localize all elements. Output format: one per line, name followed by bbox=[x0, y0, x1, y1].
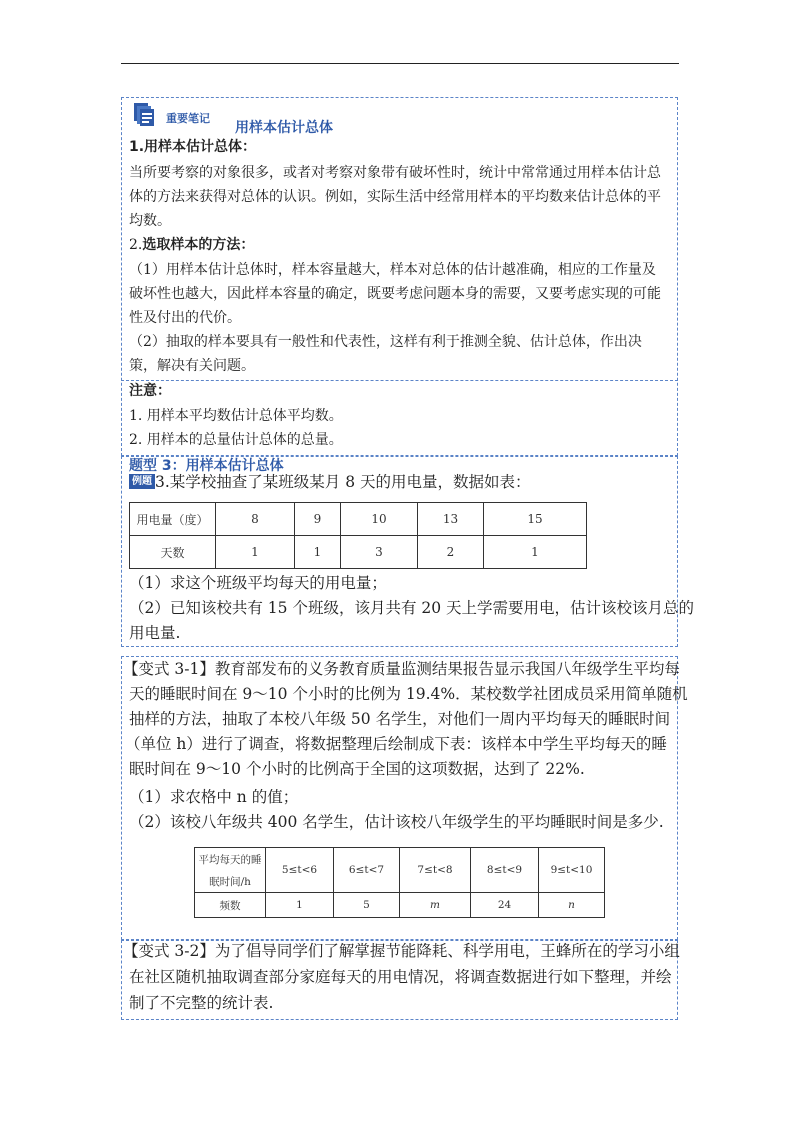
table-cell: 15 bbox=[484, 503, 587, 536]
table-cell: 频数 bbox=[195, 893, 266, 918]
table-cell: 天数 bbox=[130, 536, 216, 569]
variant1-line: 抽样的方法，抽取了本校八年级 50 名学生，对他们一周内平均每天的睡眠时间 bbox=[129, 710, 671, 728]
variant1-line: （单位 h）进行了调查，将数据整理后绘制成下表：该样本中学生平均每天的睡 bbox=[125, 735, 667, 753]
example-tag: 例题 bbox=[129, 474, 155, 489]
paragraph-line: 策，解决有关问题。 bbox=[129, 358, 255, 374]
table-cell: 9 bbox=[295, 503, 341, 536]
table-row bbox=[130, 503, 587, 536]
paragraph-line: （1）用样本估计总体时，样本容量越大，样本对总体的估计越准确，相应的工作量及 bbox=[129, 262, 656, 278]
electricity-table bbox=[129, 502, 587, 569]
table-cell: 平均每天的睡 眠时间/h bbox=[195, 848, 266, 893]
variant2-line: 制了不完整的统计表. bbox=[129, 994, 274, 1012]
table-cell: n bbox=[539, 893, 605, 918]
header-rule bbox=[121, 63, 679, 64]
paragraph-line: 均数。 bbox=[129, 213, 171, 229]
sleep-time-table bbox=[194, 847, 605, 918]
table-cell: 8 bbox=[216, 503, 295, 536]
table-cell: 3 bbox=[341, 536, 418, 569]
table-cell: 1 bbox=[295, 536, 341, 569]
question-line: （1）求农格中 n 的值； bbox=[129, 788, 299, 806]
table-cell: 5 bbox=[334, 893, 400, 918]
table-cell: 6≤t<7 bbox=[334, 848, 400, 893]
table-row bbox=[195, 893, 605, 918]
notes-divider bbox=[121, 380, 678, 381]
question-line: 用电量. bbox=[129, 624, 181, 642]
table-cell: 2 bbox=[418, 536, 484, 569]
variant1-line: 天的睡眠时间在 9～10 个小时的比例为 19.4%．某校数学社团成员采用简单随机 bbox=[129, 685, 688, 703]
question-line: （2）该校八年级共 400 名学生，估计该校八年级学生的平均睡眠时间是多少. bbox=[129, 813, 664, 831]
table-cell: 7≤t<8 bbox=[400, 848, 471, 893]
notice-item: 1. 用样本平均数估计总体平均数。 bbox=[129, 408, 343, 424]
question-type-title: 题型 3：用样本估计总体 bbox=[129, 458, 284, 474]
example-intro: 3.某学校抽查了某班级某月 8 天的用电量，数据如表： bbox=[155, 473, 531, 491]
table-row bbox=[195, 848, 605, 893]
table-cell: 9≤t<10 bbox=[539, 848, 605, 893]
notice-item: 2. 用样本的总量估计总体的总量。 bbox=[129, 432, 343, 448]
notes-logo-label: 重要笔记 bbox=[166, 112, 210, 125]
table-cell: 13 bbox=[418, 503, 484, 536]
table-cell: 8≤t<9 bbox=[471, 848, 539, 893]
table-row bbox=[130, 536, 587, 569]
table-cell: 24 bbox=[471, 893, 539, 918]
paragraph-line: 破坏性也越大，因此样本容量的确定，既要考虑问题本身的需要，又要考虑实现的可能 bbox=[129, 286, 661, 302]
paragraph-line: （2）抽取的样本要具有一般性和代表性，这样有利于推测全貌、估计总体，作出决 bbox=[129, 334, 642, 350]
table-cell: m bbox=[400, 893, 471, 918]
notes-title: 用样本估计总体 bbox=[235, 120, 333, 136]
question-line: （1）求这个班级平均每天的用电量； bbox=[129, 574, 387, 592]
table-cell: 5≤t<6 bbox=[266, 848, 334, 893]
paragraph-line: 当所要考察的对象很多，或者对考察对象带有破坏性时，统计中常常通过用样本估计总 bbox=[129, 165, 661, 181]
table-cell: 用电量（度） bbox=[130, 503, 216, 536]
paragraph-line: 体的方法来获得对总体的认识。例如，实际生活中经常用样本的平均数来估计总体的平 bbox=[129, 189, 661, 205]
variant1-line: 眠时间在 9～10 个小时的比例高于全国的这项数据，达到了 22%. bbox=[129, 760, 585, 778]
variant2-line: 【变式 3-2】为了倡导同学们了解掌握节能降耗、科学用电，王蜂所在的学习小组 bbox=[123, 942, 680, 960]
heading-sampling: 2.选取样本的方法： bbox=[129, 237, 255, 253]
table-cell: 1 bbox=[484, 536, 587, 569]
notice-title: 注意： bbox=[129, 383, 171, 399]
table-cell: 1 bbox=[216, 536, 295, 569]
variant1-line: 【变式 3-1】教育部发布的义务教育质量监测结果报告显示我国八年级学生平均每 bbox=[123, 660, 680, 678]
heading-estimate: 1.用样本估计总体： bbox=[129, 139, 257, 155]
question-line: （2）已知该校共有 15 个班级，该月共有 20 天上学需要用电，估计该校该月总的 bbox=[129, 599, 695, 617]
variant2-line: 在社区随机抽取调查部分家庭每天的用电情况，将调查数据进行如下整理，并绘 bbox=[129, 968, 672, 986]
paragraph-line: 性及付出的代价。 bbox=[129, 310, 241, 326]
table-cell: 1 bbox=[266, 893, 334, 918]
notes-book-icon bbox=[132, 101, 156, 127]
table-cell: 10 bbox=[341, 503, 418, 536]
